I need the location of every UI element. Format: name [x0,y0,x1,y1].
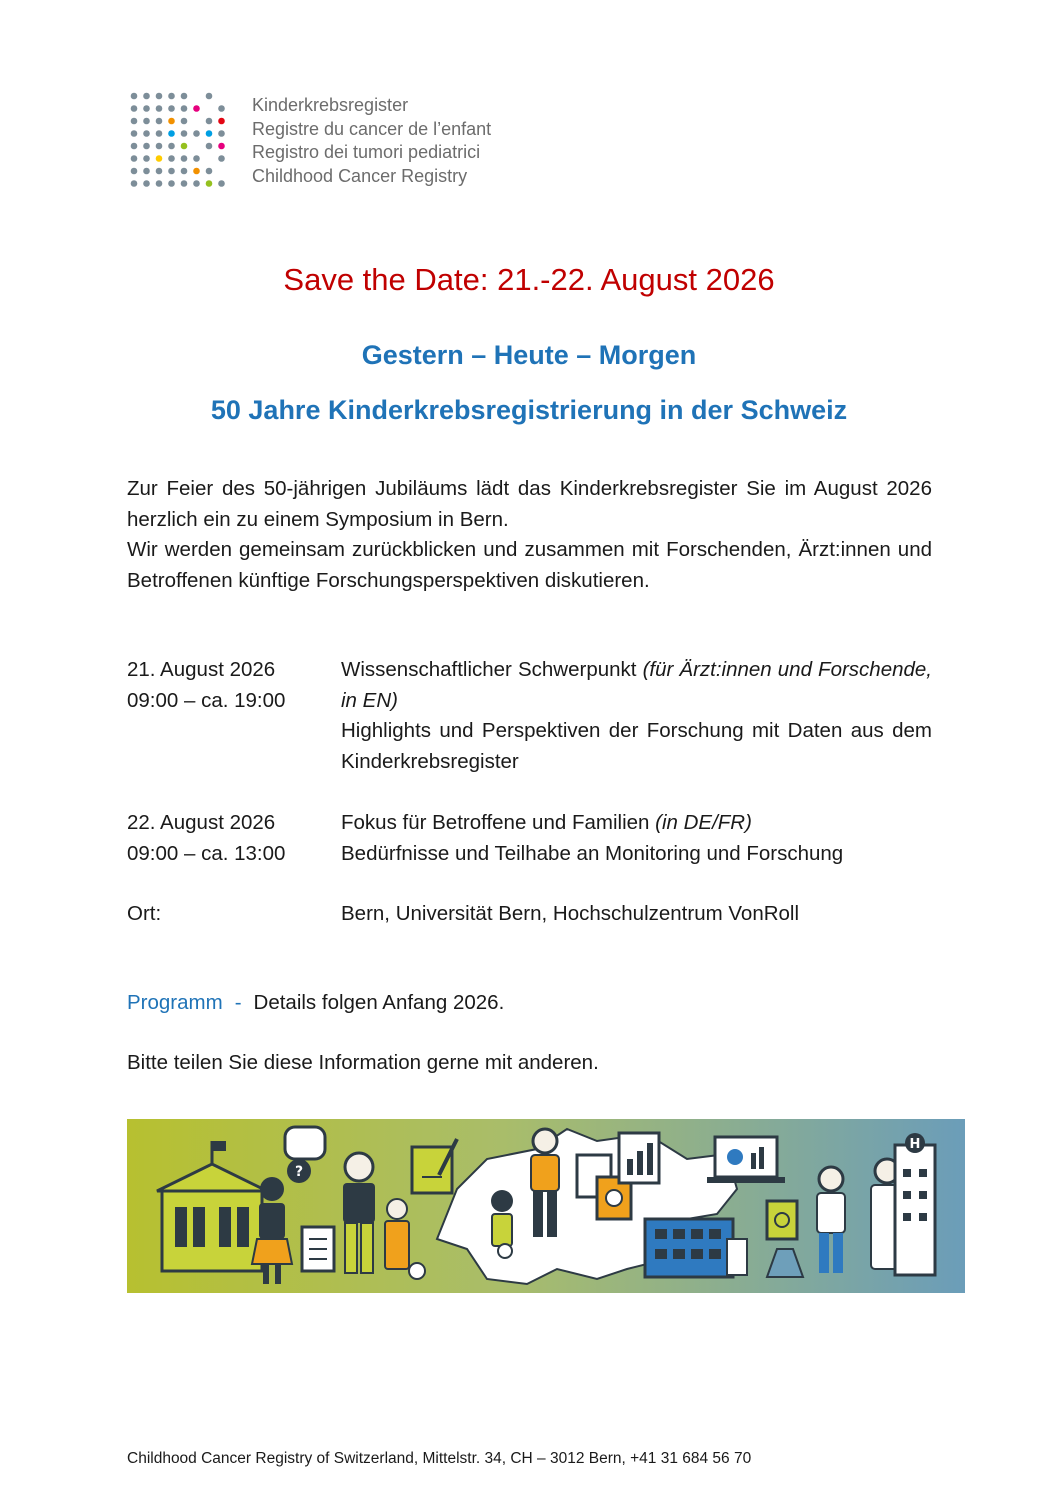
logo-dot [218,180,225,187]
illustration-banner [127,1119,965,1293]
logo-dot [156,168,163,175]
hospital-icon [895,1133,935,1275]
logo-dot [206,130,213,137]
logo-dot [156,93,163,100]
program-separator: - [234,991,242,1014]
signed-document-icon [412,1139,457,1193]
headline-line-2: 50 Jahre Kinderkrebsregistrierung in der Schweiz [210,395,848,425]
schedule-title: Wissenschaftlicher Schwerpunkt [341,658,637,681]
intro-paragraph-1: Zur Feier des 50-jährigen Jubiläums lädt das Kinderkrebsregister Sie im August 2026 herzlich ein zu einem Symposium in Bern. [127,477,932,531]
logo-dot [168,180,175,187]
intro-paragraph-2: Wir werden gemeinsam zurückblicken und zusammen mit Forschenden, Ärzt:innen und Betroffenen künftige Forschungsperspektiven diskutieren. [127,538,932,592]
logo-dot [193,130,200,137]
logo-dot [218,118,225,125]
logo-dot [168,143,175,150]
schedule-title: Fokus für Betroffene und Familien [341,811,650,834]
svg-text:?: ? [294,1164,304,1180]
logo-dot [193,168,200,175]
schedule-when [127,808,337,869]
intro-text [127,474,932,596]
logo-dot [218,130,225,137]
logo-dot [156,105,163,112]
logo-dot [193,155,200,162]
logo-line-de: Kinderkrebsregister [252,95,409,115]
schedule-time: 09:00 – ca. 13:00 [127,841,286,865]
footer-address: Childhood Cancer Registry of Switzerland, Mittelstr. 34, CH – 3012 Bern, +41 31 684 56 70 [127,1450,752,1467]
logo-dot [181,130,188,137]
logo-dot [206,118,213,125]
schedule-description: Highlights und Perspektiven der Forschung mit Daten aus dem Kinderkrebsregister [341,719,932,773]
location-label: Ort: [127,902,162,925]
save-the-date-title: Save the Date: 21.-22. August 2026 [283,262,775,297]
logo-dot [168,168,175,175]
logo-dot [168,93,175,100]
logo-dot [143,143,150,150]
logo-dot [131,93,138,100]
program-text: Details folgen Anfang 2026. [253,991,505,1014]
logo-line-fr: Registre du cancer de l’enfant [252,118,492,139]
schedule-when [127,655,337,716]
share-note: Bitte teilen Sie diese Information gerne mit anderen. [127,1051,599,1074]
schedule-time: 09:00 – ca. 19:00 [127,688,286,712]
banner-illustration [127,1119,965,1293]
bar-chart-document-icon [619,1133,659,1183]
schedule-details [341,655,932,777]
logo-dot [181,168,188,175]
logo-dot [156,180,163,187]
registry-logo [128,90,528,195]
logo-dot [218,155,225,162]
logo-dot [218,105,225,112]
logo-dot [181,118,188,125]
checklist-document-icon [302,1227,334,1271]
logo-dot [181,105,188,112]
logo-dot [181,143,188,150]
logo-dot [131,168,138,175]
dot-matrix-logo-icon [128,90,232,194]
logo-text [252,94,491,188]
schedule-date: 22. August 2026 [127,811,276,834]
schedule-audience-note: (für Ärzt:innen und Forschende, in EN) [341,658,932,712]
svg-text:H: H [909,1137,921,1152]
laptop-chart-icon [707,1137,785,1183]
schedule-audience-note: (in DE/FR) [655,811,752,834]
logo-dot [156,155,163,162]
logo-dot [181,155,188,162]
logo-dot [181,180,188,187]
program-label: Programm [127,991,223,1014]
logo-dot [143,130,150,137]
data-center-building-icon [645,1219,733,1277]
logo-dot [168,118,175,125]
logo-dot [143,118,150,125]
logo-dot [218,143,225,150]
schedule-heading [341,655,932,716]
schedule-date: 21. August 2026 [127,658,276,681]
program-line [127,991,504,1015]
logo-dot [131,143,138,150]
logo-dot [206,93,213,100]
logo-dot [131,180,138,187]
logo-dot [206,180,213,187]
logo-dot [143,180,150,187]
logo-dot [143,105,150,112]
logo-dot [206,168,213,175]
logo-dot [168,105,175,112]
logo-line-en: Childhood Cancer Registry [252,165,468,186]
logo-line-it: Registro dei tumori pediatrici [252,142,481,162]
logo-dot [143,155,150,162]
logo-dot [156,143,163,150]
headline-line-1: Gestern – Heute – Morgen [361,340,697,370]
location-value: Bern, Universität Bern, Hochschulzentrum VonRoll [341,902,800,925]
logo-dot [131,118,138,125]
logo-dot [193,105,200,112]
logo-dot [143,168,150,175]
logo-dot [143,93,150,100]
logo-dot [156,130,163,137]
logo-dot [181,93,188,100]
logo-dot [131,105,138,112]
logo-dot [206,143,213,150]
logo-dot [168,130,175,137]
schedule-details [341,808,932,869]
logo-dot [193,180,200,187]
schedule-heading [341,808,932,839]
logo-dot [131,130,138,137]
logo-dot [168,155,175,162]
schedule-description: Bedürfnisse und Teilhabe an Monitoring und Forschung [341,841,844,865]
logo-dot [156,118,163,125]
logo-dot [131,155,138,162]
